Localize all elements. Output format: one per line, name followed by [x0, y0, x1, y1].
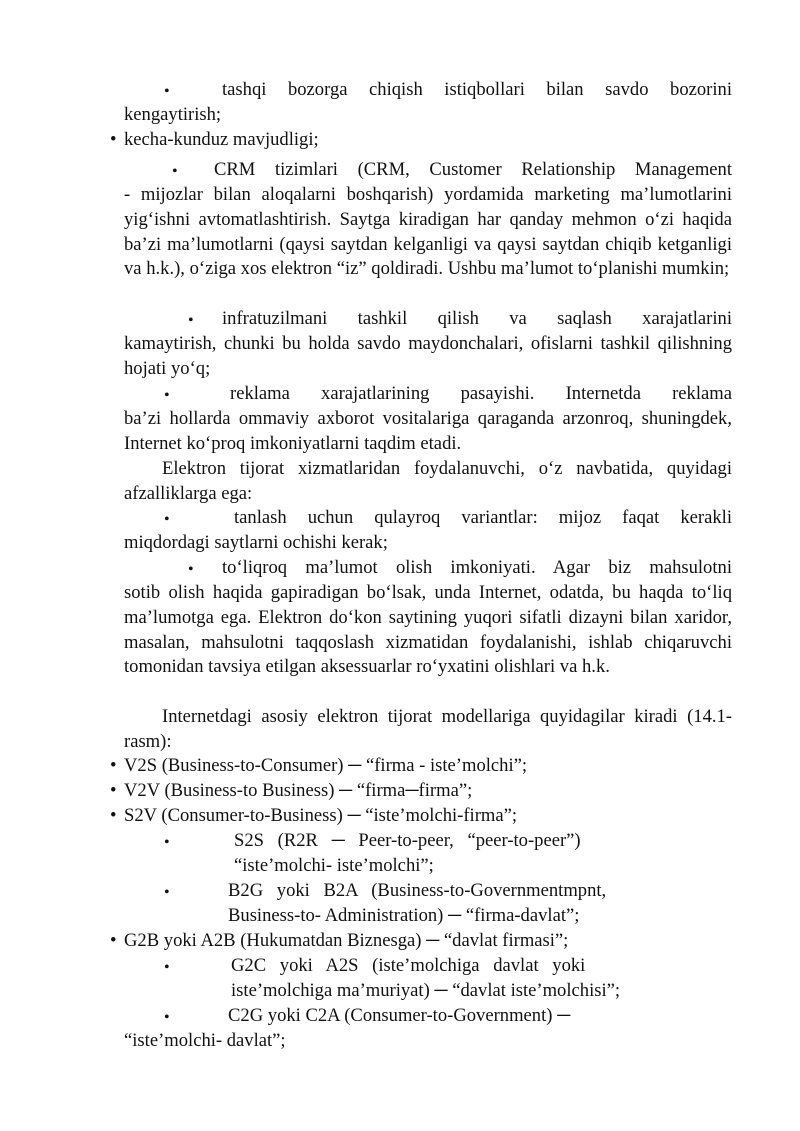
model-text: Business-to- Administration) ─ “firma-davlat”; — [228, 905, 580, 926]
bullet: • — [110, 805, 117, 826]
model-text: S2S (R2R ─ Peer-to-peer, “peer-to-peer”) — [234, 830, 581, 851]
model-text: V2V (Business-to Business) ─ “firma─firma”; — [124, 780, 473, 801]
bullet: • — [172, 163, 178, 180]
list-item-continuation: ba’zi hollarda ommaviy axborot vositalariga qaraganda arzonroq, shuningdek, Internet ko‘proq imkoniyatlarni taqdim etadi. — [124, 408, 732, 454]
list-item-first-line: to‘liqroq ma’lumot olish imkoniyati. Agar biz mahsulotni — [222, 557, 732, 578]
model-text: B2G yoki B2A (Business-to-Governmentmpnt, — [228, 880, 607, 901]
model-list-item — [110, 804, 517, 829]
list-item-first-line: CRM tizimlari (CRM, Customer Relationship Management — [214, 159, 732, 180]
bullet: • — [164, 387, 170, 404]
model-text: iste’molchiga ma’muriyat) ─ “davlat iste’molchisi”; — [231, 980, 621, 1001]
bullet: • — [164, 834, 170, 851]
model-text: G2B yoki A2B (Hukumatdan Biznesga) ─ “davlat firmasi”; — [124, 930, 569, 951]
model-text: S2V (Consumer-to-Business) ─ “iste’molchi-firma”; — [124, 805, 518, 826]
bullet: • — [188, 312, 194, 329]
bullet: • — [110, 129, 117, 150]
model-list-item — [110, 929, 568, 954]
list-item — [110, 128, 319, 153]
list-item-continuation: kamaytirish, chunki bu holda savdo maydonchalari, ofislarni tashkil qilishning hojati yo‘q; — [124, 333, 732, 379]
bullet: • — [110, 780, 117, 801]
list-item-continuation: sotib olish haqida gapiradigan bo‘lsak, unda Internet, odatda, bu haqda to‘liq ma’lumotga ega. Elektron do‘kon saytining yuqori sifatli dizayni bilan xaridor, masalan, mahsulotni taqqoslash xizmatidan foydalanishi, ishlab chiqaruvchi tomonidan tavsiya etilgan aksessuarlar ro‘yxatini olishlari va h.k. — [124, 582, 732, 678]
list-item-continuation: kengaytirish; — [124, 104, 222, 125]
list-item-text: kecha-kunduz mavjudligi; — [124, 129, 319, 150]
list-item-first-line: infratuzilmani tashkil qilish va saqlash xarajatlarini — [222, 308, 732, 329]
bullet: • — [164, 884, 170, 901]
bullet: • — [164, 511, 170, 528]
paragraph: Elektron tijorat xizmatlaridan foydalanuvchi, o‘z navbatida, quyidagi afzalliklarga ega: — [124, 458, 732, 504]
model-text: G2C yoki A2S (iste’molchiga davlat yoki — [231, 955, 586, 976]
bullet: • — [110, 755, 117, 776]
bullet: • — [164, 959, 170, 976]
model-list-item — [110, 754, 527, 779]
model-text: C2G yoki C2A (Consumer-to-Government) ─ — [228, 1005, 571, 1026]
bullet: • — [164, 83, 170, 100]
model-text: “iste’molchi- davlat”; — [124, 1030, 286, 1051]
list-item-first-line: reklama xarajatlarining pasayishi. Internetda reklama — [230, 383, 732, 404]
list-item-first-line: tanlash uchun qulayroq variantlar: mijoz faqat kerakli — [234, 507, 732, 528]
list-item-first-line: tashqi bozorga chiqish istiqbollari bilan savdo bozorini — [222, 79, 732, 100]
model-text: “iste’molchi- iste’molchi”; — [234, 855, 434, 876]
bullet: • — [164, 1009, 170, 1026]
paragraph: Internetdagi asosiy elektron tijorat modellariga quyidagilar kiradi (14.1-rasm): — [124, 706, 732, 752]
bullet: • — [188, 561, 194, 578]
model-list-item — [110, 779, 472, 804]
model-text: V2S (Business-to-Consumer) ─ “firma - iste’molchi”; — [124, 755, 528, 776]
list-item-continuation: - mijozlar bilan aloqalarni boshqarish) yordamida marketing ma’lumotlarini yig‘ishni avtomatlashtirish. Saytga kiradigan har qanday mehmon o‘zi haqida ba’zi ma’lumotlarni (qaysi saytdan kelganligi va qaysi saytdan chiqib ketganligi va h.k.), o‘ziga xos elektron “iz” qoldiradi. Ushbu ma’lumot to‘planishi mumkin; — [124, 184, 732, 280]
list-item-continuation: miqdordagi saytlarni ochishi kerak; — [124, 532, 388, 553]
bullet: • — [110, 930, 117, 951]
